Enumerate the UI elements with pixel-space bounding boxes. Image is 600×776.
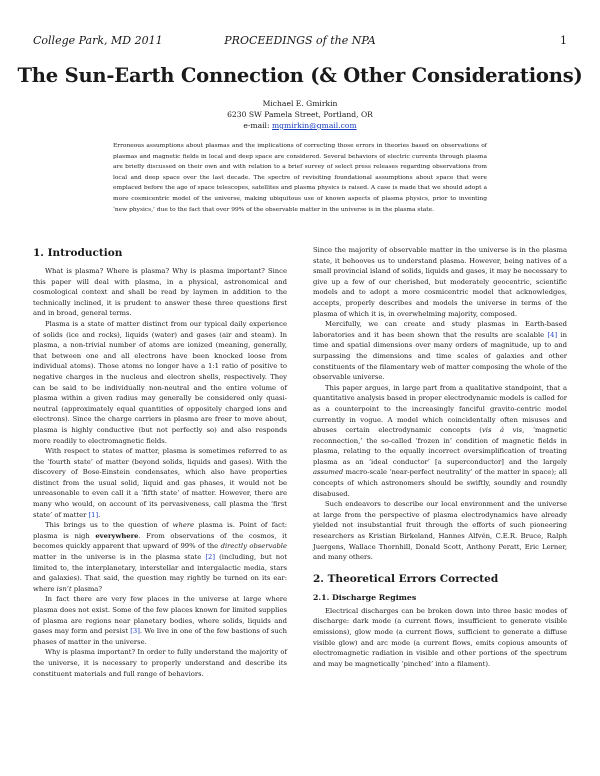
author-name: Michael E. Gmirkin <box>262 99 338 108</box>
paragraph: In fact there are very few places in the universe at large where plasma does not exist. Some of the few places known for limited supplies of plasma are regions near planetary bodies, where solids, liquids and gases may form and persist [3]. We live in one of the few bastions of such phases of matter in the universe. <box>33 595 287 646</box>
header-proceedings: PROCEEDINGS of the NPA <box>224 34 376 47</box>
left-column <box>33 246 287 679</box>
abstract: Erroneous assumptions about plasmas and the implications of correcting those errors in theories based on observations of plasmas and magnetic fields in local and deep space are considered. Several behaviors of electric currents through plasma are briefly discussed on their own and with relation to a brief survey of select press releases regarding observations from local and deep space over the last decade. The spectre of revisiting foundational assumptions about space that were emplaced before the age of space telescopes, satellites and plasma physics is raised. A case is made that we should adopt a more cosmicentric model of the universe, making ubiquitous use of known aspects of plasma physics, prior to inventing ‘new physics,’ due to the fact that over 99% of the observable matter in the universe is in the plasma state. <box>113 143 487 213</box>
paragraph: With respect to states of matter, plasma is sometimes referred to as the ‘fourth state’ of matter (beyond solids, liquids and gases). With the discovery of Bose-Einstein condensates, which also have properties distinct from the usual solid, liquid and gas phases, it would not be unreasonable to even call it a ‘fifth state’ of matter. However, there are many who would, on account of its pervasiveness, call plasma the ‘first state’ of matter [1]. <box>33 447 287 519</box>
author-email-link[interactable]: mgmirkin@gmail.com <box>271 121 357 130</box>
subsection-heading-discharge-regimes: 2.1. Discharge Regimes <box>313 592 417 602</box>
section-heading-theoretical-errors: 2. Theoretical Errors Corrected <box>313 572 499 585</box>
email-label: e-mail: <box>243 121 270 130</box>
paragraph: Why is plasma important? In order to fully understand the majority of the universe, it is necessary to properly understand and describe its constituent materials and full range of behaviors. <box>33 648 287 678</box>
paper-title: The Sun-Earth Connection (& Other Considerations) <box>17 64 583 87</box>
paragraph: This paper argues, in large part from a qualitative standpoint, that a quantitative analysis based in proper electrodynamic models is called for as a counterpoint to the increasingly fanciful gravito-centric model currently in vogue. A model which coincidentally often misuses and abuses certain electrodynamic concepts (vis á vis, ‘magnetic reconnection,’ the so-called ‘frozen in’ condition of magnetic fields in plasma, relating to the equally incorrect oversimplification of treating plasma as an ‘ideal conductor’ [a superconductor] and the largely assumed macro-scale ‘near-perfect neutrality’ of the matter in space); all concepts of which astronomers should be swiftly, soundly and roundly disabused. <box>313 383 567 498</box>
paragraph: What is plasma? Where is plasma? Why is plasma important? Since this paper will deal with plasma, in a physical, astronomical and cosmological context and shall be read by laymen in addition to the technically inclined, it is prudent to answer these three questions first and in broad, general terms. <box>33 267 287 318</box>
author-email-line <box>0 120 600 131</box>
paragraph: Mercifully, we can create and study plasmas in Earth-based laboratories and it has been shown that the results are scalable [4] in time and spatial dimensions over many orders of magnitude, up to and surpassing the dimensions and time scales of galaxies and other constituents of the filamentary web of matter composing the whole of the observable universe. <box>313 320 567 382</box>
author-block <box>0 98 600 131</box>
paragraph: Electrical discharges can be broken down into three basic modes of discharge: dark mode (a current flows, insufficient to generate visible emissions), glow mode (a current flows, sufficient to generate a diffuse visible glow) and arc mode (a current flows, emits copious amounts of electromagnetic radiation in visible and other portions of the spectrum and may be magnetically ‘pinched’ into a filament). <box>313 606 567 668</box>
citation-link[interactable]: [1] <box>88 510 99 519</box>
paragraph: Since the majority of observable matter in the universe is in the plasma state, it behooves us to understand plasma. However, being natives of a small provincial island of solids, liquids and gases, it may be necessary to give up a few of our cherished, but moderately geocentric, scientific models and to adopt a more cosmicentric model that acknowledges, accepts, properly describes and models the universe in terms of the plasma of which it is, in overwhelming majority, composed. <box>313 246 567 318</box>
section-heading-introduction: 1. Introduction <box>33 247 123 259</box>
paragraph: Such endeavors to describe our local environment and the universe at large from the perspective of plasma electrodynamics have already yielded not insubstantial fruit through the efforts of such pioneering researchers as Kristian Birkeland, Hannes Alfvén, C.E.R. Bruce, Ralph Juergens, Wallace Thornhill, Donald Scott, Anthony Peratt, Eric Lerner, and many others. <box>313 500 567 562</box>
paragraph: Plasma is a state of matter distinct from our typical daily experience of solids (ice and rocks), liquids (water) and gases (air and steam). In plasma, a non-trivial number of atoms are ionized (meaning, generally, that between one and all electrons have been knocked loose from individual atoms). Those atoms no longer have a 1:1 ratio of positive to negative charges in the nucleus and electron shells, respectively. They can be said to be individually non-neutral and the entire volume of plasma within a given radius may generally be considered only quasi-neutral (approximately equal quantities of oppositely charged ions and electrons). Since the charge carriers in plasma are freer to move about, plasma is highly conductive (but not perfectly so) and also responds more readily to electromagnetic fields. <box>33 319 287 445</box>
citation-link[interactable]: [4] <box>547 330 558 339</box>
header-venue: College Park, MD 2011 <box>33 34 163 47</box>
paragraph: This brings us to the question of where plasma is. Point of fact: plasma is nigh everywhere. From observations of the cosmos, it becomes quickly apparent that upward of 99% of the directly observable matter in the universe is in the plasma state [2] (including, but not limited to, the interplanetary, interstellar and intergalactic media, stars and galaxies). That said, the question may rightly be turned on its ear: where isn’t plasma? <box>33 521 288 593</box>
right-column <box>313 245 567 669</box>
citation-link[interactable]: [3] <box>130 627 140 636</box>
running-header <box>33 34 567 48</box>
citation-link[interactable]: [2] <box>205 553 216 562</box>
page-number: 1 <box>560 34 567 47</box>
author-address: 6230 SW Pamela Street, Portland, OR <box>227 110 373 119</box>
